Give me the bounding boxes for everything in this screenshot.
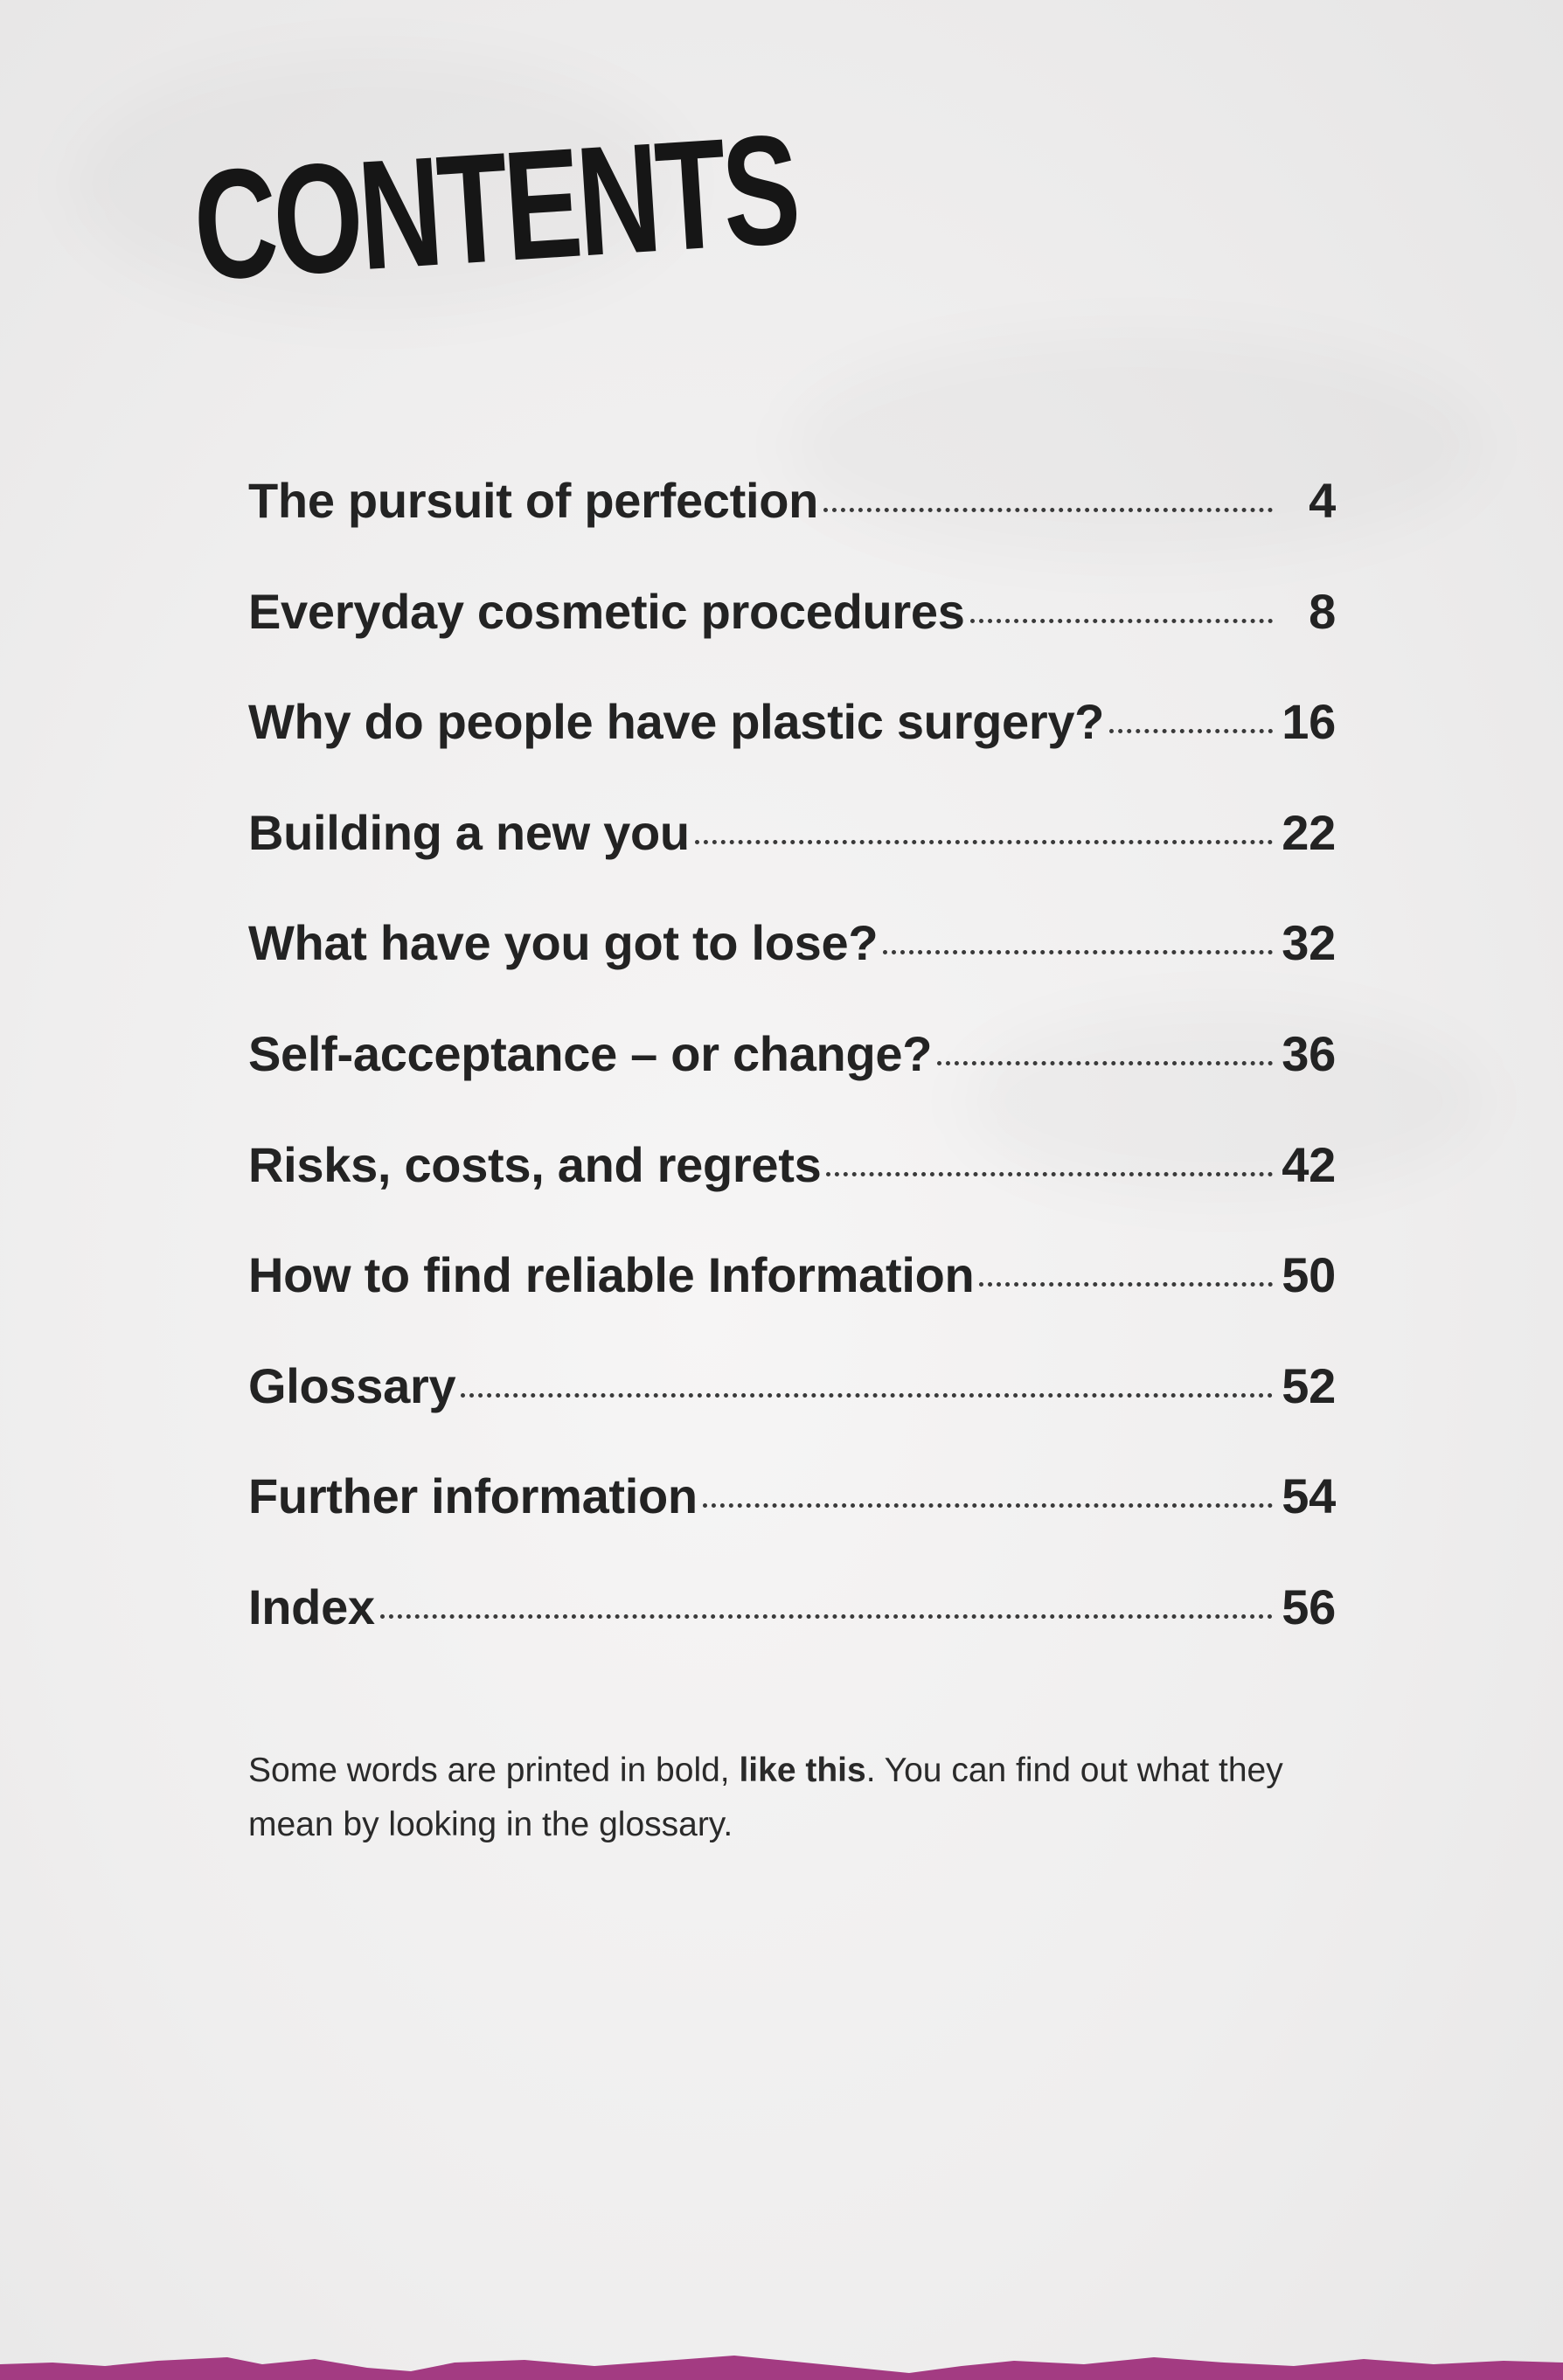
- toc-entry-title: Building a new you: [248, 804, 690, 860]
- toc-entry: [248, 914, 1336, 1025]
- toc-entry: [248, 583, 1336, 694]
- toc-entry: [248, 1136, 1336, 1247]
- toc-entry-title: Risks, costs, and regrets: [248, 1136, 822, 1192]
- dot-leader: [970, 619, 1273, 623]
- dot-leader: [979, 1282, 1273, 1287]
- note-text-before: Some words are printed in bold,: [248, 1752, 740, 1789]
- note-text-after: . You can find out what they mean by looking in the glossary.: [248, 1752, 1283, 1843]
- page-title: CONTENTS: [189, 101, 802, 313]
- toc-entry-page-number: 4: [1309, 473, 1336, 528]
- dot-leader: [461, 1393, 1273, 1398]
- dot-leader: [826, 1172, 1273, 1176]
- glossary-note: [248, 1744, 1332, 1852]
- toc-entry-title: The pursuit of perfection: [248, 473, 819, 528]
- toc-entry: [248, 472, 1336, 583]
- table-of-contents: [248, 472, 1336, 1690]
- toc-entry-page-number: 54: [1282, 1468, 1336, 1524]
- toc-entry-page-number: 56: [1282, 1579, 1336, 1634]
- toc-entry-page-number: 22: [1282, 804, 1336, 860]
- toc-entry-title: Glossary: [248, 1357, 456, 1413]
- dot-leader: [380, 1614, 1273, 1619]
- torn-edge-border: [0, 2345, 1563, 2380]
- note-bold-example: like this: [739, 1752, 866, 1789]
- toc-entry-page-number: 42: [1282, 1136, 1336, 1192]
- toc-entry-title: How to find reliable Information: [248, 1247, 975, 1303]
- toc-entry: [248, 1025, 1336, 1136]
- toc-entry: [248, 1468, 1336, 1579]
- dot-leader: [1109, 729, 1273, 733]
- toc-entry: [248, 804, 1336, 915]
- toc-entry-title: Everyday cosmetic procedures: [248, 583, 965, 639]
- dot-leader: [703, 1503, 1273, 1508]
- toc-entry-page-number: 50: [1282, 1247, 1336, 1303]
- toc-entry-title: Index: [248, 1579, 375, 1634]
- toc-entry: [248, 693, 1336, 804]
- toc-entry-title: What have you got to lose?: [248, 915, 879, 971]
- dot-leader: [823, 508, 1273, 512]
- toc-entry-title: Why do people have plastic surgery?: [248, 694, 1105, 750]
- toc-entry-title: Self-acceptance – or change?: [248, 1025, 933, 1081]
- toc-entry-page-number: 32: [1282, 915, 1336, 971]
- toc-entry-page-number: 52: [1282, 1357, 1336, 1413]
- dot-leader: [695, 840, 1273, 844]
- toc-entry: [248, 1579, 1336, 1690]
- toc-entry: [248, 1357, 1336, 1468]
- toc-entry-page-number: 8: [1309, 583, 1336, 639]
- dot-leader: [937, 1061, 1273, 1065]
- toc-entry-page-number: 16: [1282, 694, 1336, 750]
- dot-leader: [883, 950, 1273, 954]
- toc-entry-page-number: 36: [1282, 1025, 1336, 1081]
- toc-entry: [248, 1246, 1336, 1357]
- toc-entry-title: Further information: [248, 1468, 698, 1524]
